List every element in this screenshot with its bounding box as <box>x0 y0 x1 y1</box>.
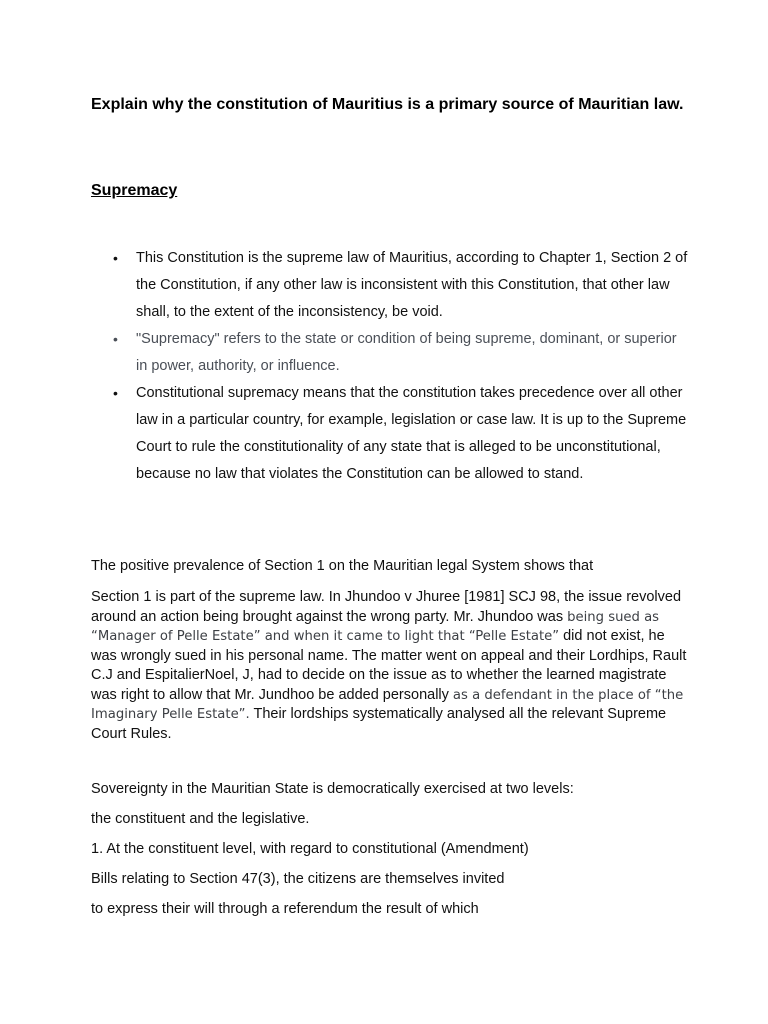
bullet-text: This Constitution is the supreme law of Mauritius, according to Chapter 1, Section 2 of the Constitution, if any other law is inconsistent with this Constitution, that other law shall, to the extent of the inconsistency, be void. <box>136 250 688 320</box>
bullet-text: "Supremacy" refers to the state or condition of being supreme, dominant, or superior in power, authority, or influence. <box>136 331 677 374</box>
sovereignty-line: the constituent and the legislative. <box>91 811 310 827</box>
prevalence-paragraph: The positive prevalence of Section 1 on the Mauritian legal System shows that <box>91 558 594 574</box>
section-title-supremacy: Supremacy <box>91 182 178 199</box>
case-text-part: as a defendant in the place of “the Imaginary Pelle Estate”. <box>91 687 684 722</box>
bullet-dot-icon: • <box>113 331 118 347</box>
bullet-item <box>91 380 691 488</box>
bullet-dot-icon: • <box>113 385 118 401</box>
bullet-item <box>91 326 691 380</box>
sovereignty-line: 1. At the constituent level, with regard to constitutional (Amendment) <box>91 841 529 857</box>
supremacy-bullet-list <box>91 245 691 488</box>
case-paragraph <box>91 588 691 744</box>
sovereignty-line: Bills relating to Section 47(3), the citizens are themselves invited <box>91 871 505 887</box>
bullet-text: Constitutional supremacy means that the constitution takes precedence over all other law in a particular country, for example, legislation or case law. It is up to the Supreme Court to rule the constitutionality of any state that is alleged to be unconstitutional, because no law that violates the Constitution can be allowed to stand. <box>136 385 687 482</box>
document-heading: Explain why the constitution of Mauritius is a primary source of Mauritian law. <box>91 96 684 113</box>
case-text-part: did not exist, he was wrongly sued in his personal name. The matter went on appeal and their Lordhips, Rault C.J and EspitalierNoel, J, had to decide on the issue as to whether the learned magistrate was right to allow that Mr. Jundhoo be added personally <box>91 628 687 703</box>
bullet-dot-icon: • <box>113 250 118 266</box>
case-text-part: Their lordships systematically analysed all the relevant Supreme Court Rules. <box>91 706 667 742</box>
sovereignty-line: to express their will through a referendum the result of which <box>91 901 479 917</box>
sovereignty-line: Sovereignty in the Mauritian State is democratically exercised at two levels: <box>91 781 574 797</box>
case-text-part: being sued as “Manager of Pelle Estate” and when it came to light that “Pelle Estate” <box>91 609 660 644</box>
bullet-item <box>91 245 691 326</box>
case-text-part: Section 1 is part of the supreme law. In Jhundoo v Jhuree [1981] SCJ 98, the issue revolved around an action being brought against the wrong party. Mr. Jhundoo was <box>91 589 682 625</box>
